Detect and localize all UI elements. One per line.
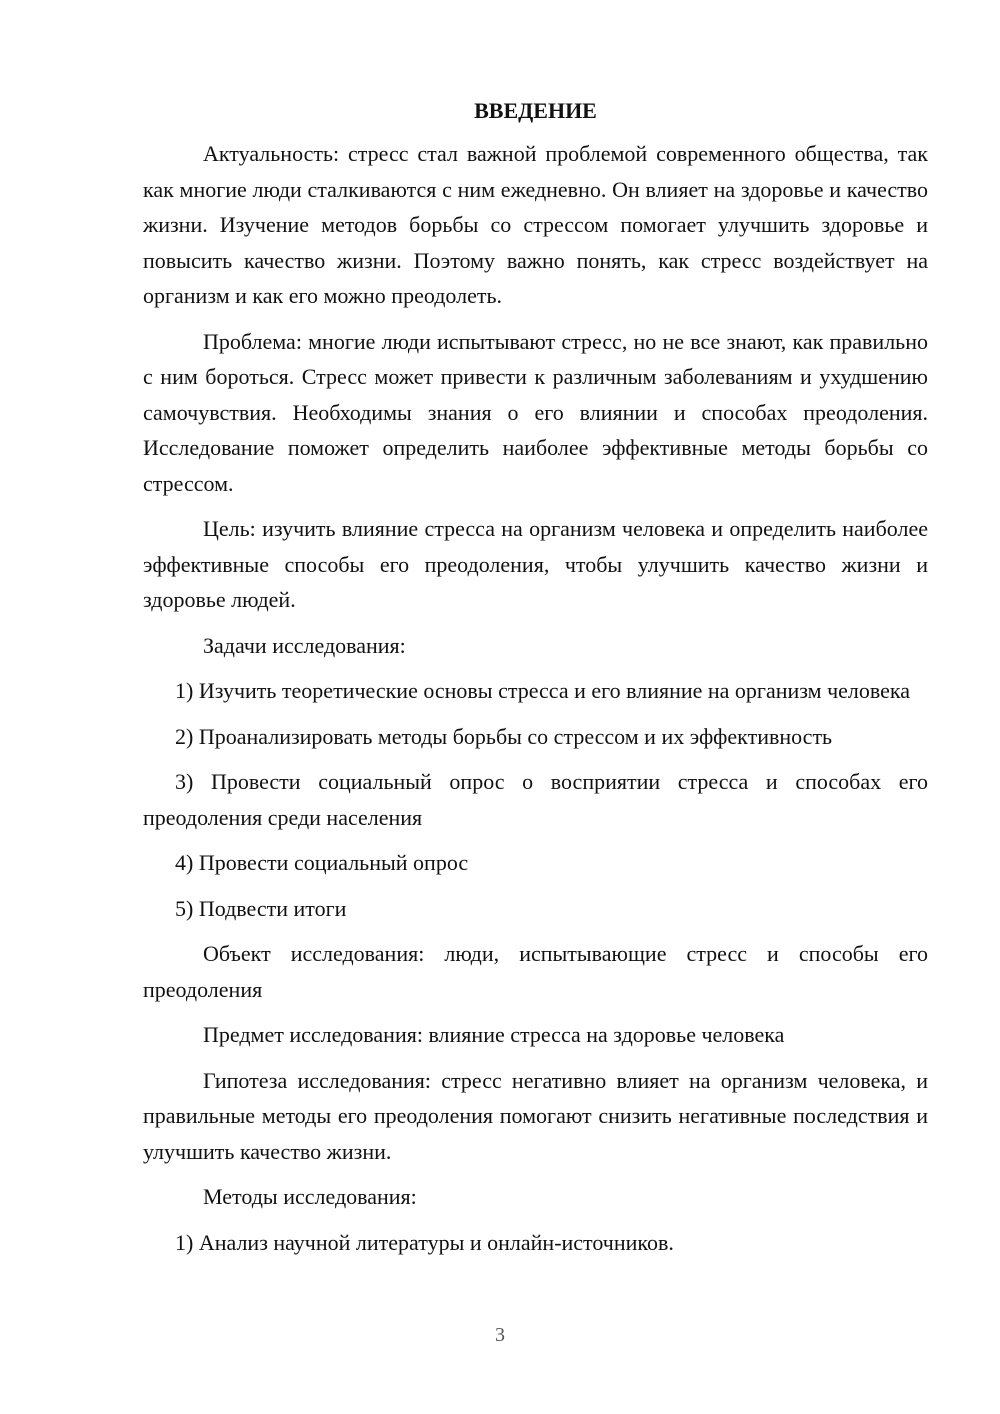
page-content <box>143 96 928 1270</box>
page-number: 3 <box>495 1324 505 1346</box>
tasks-title: Задачи исследования: <box>203 632 406 658</box>
task-item-5: 5) Подвести итоги <box>175 895 347 921</box>
hypothesis-paragraph: Гипотеза исследования: стресс негативно влияет на организм человека, и правильные методы его преодоления помогают снизить негативные последствия и улучшить качество жизни. <box>143 1067 928 1164</box>
task-item-2: 2) Проанализировать методы борьбы со стрессом и их эффективность <box>175 723 833 749</box>
task-item-1: 1) Изучить теоретические основы стресса и его влияние на организм человека <box>175 678 911 703</box>
task-item-4: 4) Провести социальный опрос <box>175 850 469 875</box>
subject-paragraph: Предмет исследования: влияние стресса на здоровье человека <box>203 1022 785 1047</box>
methods-title: Методы исследования: <box>203 1184 417 1209</box>
object-paragraph: Объект исследования: люди, испытывающие стресс и способы его преодоления <box>143 941 928 1002</box>
section-heading: ВВЕДЕНИЕ <box>474 98 597 123</box>
task-item-3: 3) Провести социальный опрос о восприятии стресса и способах его преодоления среди населения <box>143 769 928 830</box>
goal-paragraph: Цель: изучить влияние стресса на организм человека и определить наиболее эффективные способы его преодоления, чтобы улучшить качество жизни и здоровье людей. <box>143 516 928 612</box>
method-item-1: 1) Анализ научной литературы и онлайн-источников. <box>175 1229 674 1255</box>
relevance-paragraph: Актуальность: стресс стал важной проблемой современного общества, так как многие люди сталкиваются с ним ежедневно. Он влияет на здоровье и качество жизни. Изучение методов борьбы со стрессом помогает улучшить здоровье и повысить качество жизни. Поэтому важно понять, как стресс воздействует на организм и как его можно преодолеть. <box>143 141 928 308</box>
problem-paragraph: Проблема: многие люди испытывают стресс, но не все знают, как правильно с ним бороться. Стресс может привести к различным заболеваниям и ухудшению самочувствия. Необходимы знания о его влиянии и способах преодоления. Исследование поможет определить наиболее эффективные методы борьбы со стрессом. <box>143 328 928 496</box>
